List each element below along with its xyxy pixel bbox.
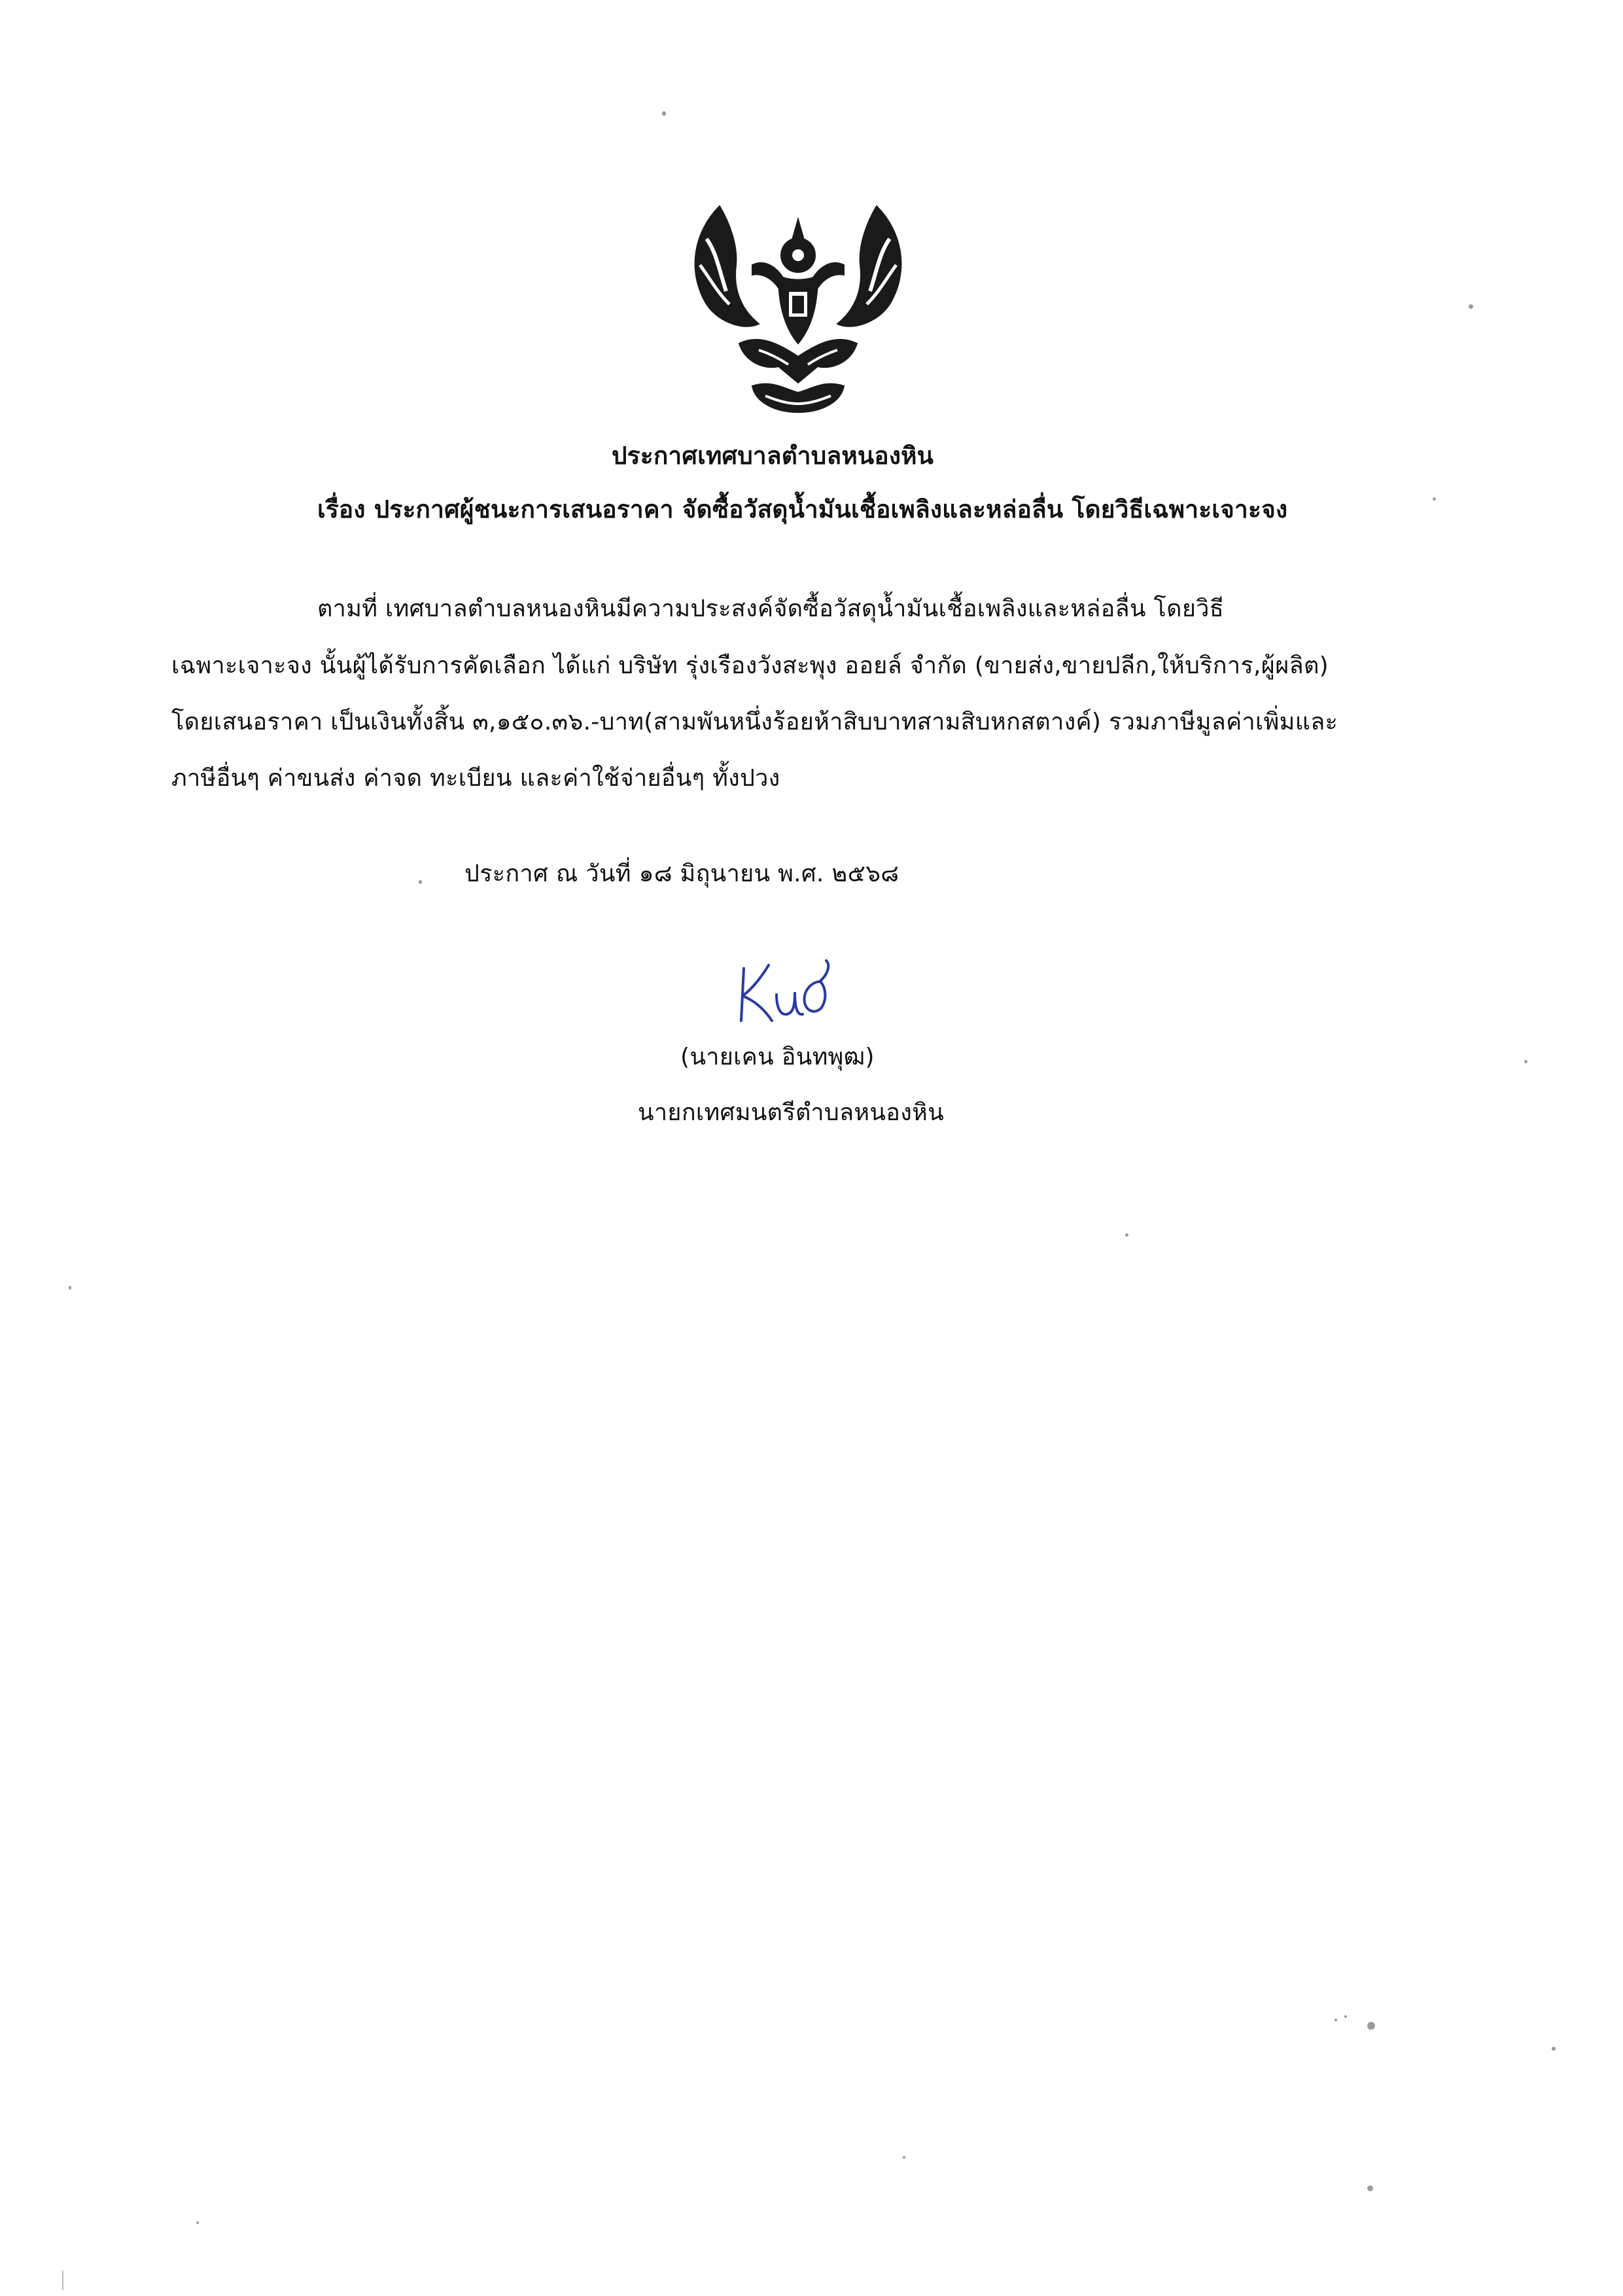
body-line-2: เฉพาะเจาะจง นั้นผู้ได้รับการคัดเลือก ได้แก่ บริษัท รุ่งเรืองวังสะพุง ออยล์ จำกัด (ขายส่ง,ขายปลีก,ให้บริการ,ผู้ผลิต) [171, 652, 1329, 679]
scan-speck [69, 1286, 71, 1290]
scan-speck [1552, 2047, 1556, 2051]
scan-edge-mark [62, 2270, 63, 2290]
handwritten-signature [729, 955, 834, 1027]
announcement-date: ประกาศ ณ วันที่ ๑๘ มิถุนายน พ.ศ. ๒๕๖๘ [464, 860, 899, 887]
announcement-title: ประกาศเทศบาลตำบลหนองหิน [612, 442, 934, 470]
body-line-3: โดยเสนอราคา เป็นเงินทั้งสิ้น ๓,๑๕๐.๓๖.-บาท(สามพันหนึ่งร้อยห้าสิบบาทสามสิบหกสตางค์) รวมภาษีมูลค่าเพิ่มและ [171, 709, 1338, 735]
scan-speck [1524, 1060, 1527, 1063]
scan-speck [1335, 2019, 1337, 2021]
scan-speck [196, 2221, 199, 2224]
scan-speck [1469, 304, 1473, 309]
scan-speck [903, 2156, 905, 2159]
body-line-1: ตามที่ เทศบาลตำบลหนองหินมีความประสงค์จัดซื้อวัสดุน้ำมันเชื้อเพลิงและหล่อลื่น โดยวิธี [317, 595, 1225, 622]
announcement-subject: เรื่อง ประกาศผู้ชนะการเสนอราคา จัดซื้อวัสดุน้ำมันเชื้อเพลิงและหล่อลื่น โดยวิธีเฉพาะเจาะจง [317, 495, 1288, 523]
signer-name: (นายเคน อินทพุฒ) [680, 1044, 875, 1070]
scan-speck [1433, 497, 1436, 501]
scan-speck [662, 111, 666, 116]
scan-speck [1344, 2015, 1347, 2018]
body-line-4: ภาษีอื่นๆ ค่าขนส่ง ค่าจด ทะเบียน และค่าใช้จ่ายอื่นๆ ทั้งปวง [171, 765, 780, 792]
scan-speck [1367, 2185, 1373, 2191]
scan-speck [1125, 1233, 1128, 1237]
garuda-emblem-icon [680, 193, 916, 422]
scan-speck [419, 880, 422, 884]
scan-speck [1367, 2022, 1375, 2030]
signer-position: นายกเทศมนตรีตำบลหนองหิน [638, 1099, 945, 1126]
